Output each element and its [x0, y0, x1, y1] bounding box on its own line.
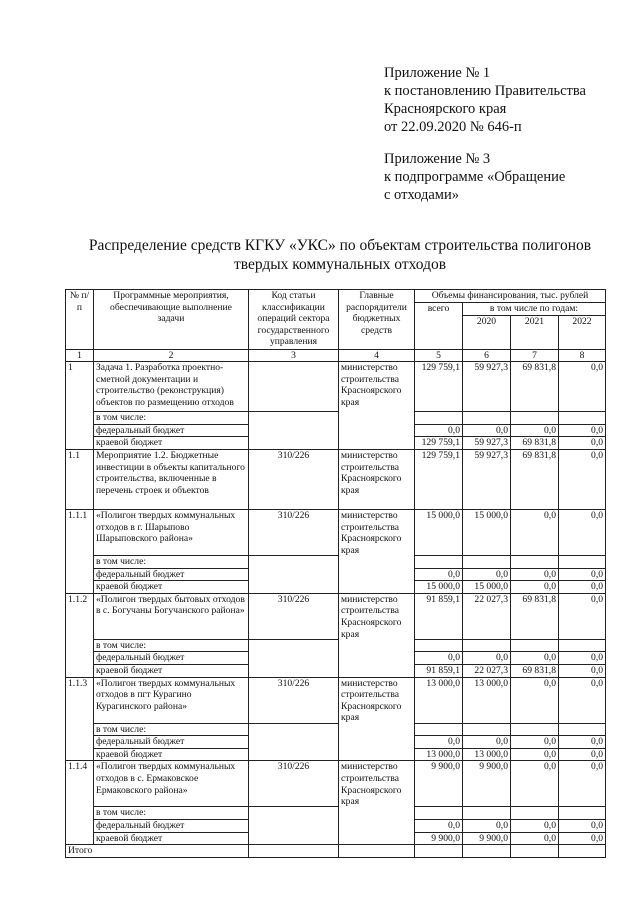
row-value: 0,0 — [463, 652, 511, 665]
row-code: 310/226 — [249, 449, 339, 509]
row-value: 0,0 — [511, 509, 559, 555]
row-value: 0,0 — [559, 449, 606, 509]
header-row — [66, 290, 606, 303]
header-program: Программные мероприятия, обеспечивающие выполнение задачи — [94, 290, 249, 350]
row-value: 15 000,0 — [415, 509, 463, 555]
row-value: 9 900,0 — [415, 832, 463, 845]
empty-cell — [463, 807, 511, 820]
empty-cell — [415, 723, 463, 736]
empty-cell — [463, 412, 511, 425]
row-value: 0,0 — [415, 568, 463, 581]
header-managers: Главные распорядители бюджетных средств — [339, 290, 415, 350]
row-value: 0,0 — [415, 736, 463, 749]
row-value: 0,0 — [559, 736, 606, 749]
sub-row-label: краевой бюджет — [94, 832, 249, 845]
row-value: 59 927,3 — [463, 437, 511, 450]
empty-cell — [463, 845, 511, 858]
empty-cell — [249, 845, 339, 858]
row-value: 0,0 — [463, 424, 511, 437]
row-value: 22 027,3 — [463, 593, 511, 639]
table-row — [66, 593, 606, 639]
appendix-1-line: Приложение № 1 — [384, 65, 491, 81]
table-row — [66, 449, 606, 509]
sub-row-label: в том числе: — [94, 412, 249, 425]
row-value: 13 000,0 — [415, 677, 463, 723]
row-value: 15 000,0 — [463, 581, 511, 594]
row-value: 0,0 — [511, 761, 559, 807]
sub-row — [66, 639, 606, 652]
row-name: «Полигон твердых коммунальных отходов в с. Ермаковское Ермаковского района» — [94, 761, 249, 807]
header-by-years: в том числе по годам: — [463, 303, 606, 316]
row-manager: министерство строительства Красноярского края — [339, 509, 415, 593]
empty-cell — [249, 555, 339, 593]
row-code: 310/226 — [249, 761, 339, 807]
row-value: 0,0 — [559, 437, 606, 450]
empty-cell — [463, 639, 511, 652]
table-row — [66, 509, 606, 555]
appendix-3-header — [384, 150, 624, 204]
row-value: 13 000,0 — [463, 748, 511, 761]
empty-cell — [415, 845, 463, 858]
row-value: 15 000,0 — [463, 509, 511, 555]
row-number: 1.1.1 — [66, 509, 94, 593]
row-value: 15 000,0 — [415, 581, 463, 594]
empty-cell — [249, 723, 339, 761]
column-index: 3 — [249, 349, 339, 362]
row-value: 0,0 — [559, 509, 606, 555]
appendix-1-line: к постановлению Правительства — [384, 83, 586, 99]
row-value: 0,0 — [559, 362, 606, 412]
row-code: 310/226 — [249, 509, 339, 555]
sub-row — [66, 412, 606, 425]
empty-cell — [415, 412, 463, 425]
row-value: 91 859,1 — [415, 664, 463, 677]
row-value: 0,0 — [415, 819, 463, 832]
financing-table — [65, 289, 606, 858]
empty-cell — [511, 723, 559, 736]
empty-cell — [249, 412, 339, 450]
row-value: 0,0 — [559, 581, 606, 594]
header-code: Код статьи классификации операций сектора государственного управления — [249, 290, 339, 350]
sub-row-label: федеральный бюджет — [94, 736, 249, 749]
sub-row — [66, 555, 606, 568]
row-value: 129 759,1 — [415, 437, 463, 450]
header-total: всего — [415, 303, 463, 350]
appendix-1-line: от 22.09.2020 № 646-п — [384, 119, 522, 135]
sub-row-label: краевой бюджет — [94, 581, 249, 594]
column-index: 4 — [339, 349, 415, 362]
empty-cell — [415, 555, 463, 568]
row-value: 0,0 — [559, 568, 606, 581]
row-number: 1.1.3 — [66, 677, 94, 761]
column-index: 1 — [66, 349, 94, 362]
sub-row-label: в том числе: — [94, 555, 249, 568]
row-value: 0,0 — [559, 593, 606, 639]
column-index: 7 — [511, 349, 559, 362]
row-value: 0,0 — [511, 736, 559, 749]
row-value: 0,0 — [415, 652, 463, 665]
row-value: 0,0 — [559, 424, 606, 437]
row-value: 0,0 — [511, 677, 559, 723]
header-year: 2022 — [559, 315, 606, 349]
document-title — [70, 236, 610, 274]
table-body — [66, 290, 606, 858]
empty-cell — [415, 807, 463, 820]
row-code: 310/226 — [249, 593, 339, 639]
row-value: 0,0 — [511, 819, 559, 832]
row-value: 0,0 — [559, 761, 606, 807]
sub-row-label: в том числе: — [94, 639, 249, 652]
table-row — [66, 761, 606, 807]
row-value: 0,0 — [559, 652, 606, 665]
row-value: 0,0 — [511, 748, 559, 761]
header-volumes: Объемы финансирования, тыс. рублей — [415, 290, 606, 303]
appendix-3-line: к подпрограмме «Обращение — [384, 169, 566, 185]
empty-cell — [559, 639, 606, 652]
appendix-1-header — [384, 64, 624, 136]
row-value: 0,0 — [559, 819, 606, 832]
row-number: 1 — [66, 362, 94, 450]
row-name: «Полигон твердых бытовых отходов в с. Богучаны Богучанского района» — [94, 593, 249, 639]
row-value: 0,0 — [463, 568, 511, 581]
row-manager: министерство строительства Красноярского края — [339, 761, 415, 845]
row-value: 0,0 — [463, 819, 511, 832]
empty-cell — [463, 723, 511, 736]
empty-cell — [511, 412, 559, 425]
row-value: 9 900,0 — [463, 832, 511, 845]
sub-row-label: федеральный бюджет — [94, 819, 249, 832]
empty-cell — [463, 555, 511, 568]
row-name: Мероприятие 1.2. Бюджетные инвестиции в объекты капитального строительства, включенные в перечень строек и объектов — [94, 449, 249, 509]
row-value: 91 859,1 — [415, 593, 463, 639]
row-value: 0,0 — [559, 677, 606, 723]
row-value: 13 000,0 — [463, 677, 511, 723]
header-year: 2021 — [511, 315, 559, 349]
empty-cell — [249, 639, 339, 677]
row-value: 0,0 — [415, 424, 463, 437]
title-line: твердых коммунальных отходов — [233, 256, 447, 273]
sub-row-label: в том числе: — [94, 807, 249, 820]
empty-cell — [511, 845, 559, 858]
row-value: 0,0 — [511, 424, 559, 437]
column-index: 5 — [415, 349, 463, 362]
row-value: 0,0 — [511, 652, 559, 665]
row-value: 9 900,0 — [463, 761, 511, 807]
row-value: 0,0 — [511, 581, 559, 594]
sub-row-label: краевой бюджет — [94, 664, 249, 677]
row-manager: министерство строительства Красноярского края — [339, 362, 415, 450]
row-value: 129 759,1 — [415, 362, 463, 412]
empty-cell — [339, 845, 415, 858]
empty-cell — [559, 807, 606, 820]
appendix-3-line: с отходами» — [384, 187, 459, 203]
row-number: 1.1.4 — [66, 761, 94, 845]
total-label: Итого — [66, 845, 249, 858]
column-index: 2 — [94, 349, 249, 362]
row-code: 310/226 — [249, 677, 339, 723]
title-line: Распределение средств КГКУ «УКС» по объектам строительства полигонов — [88, 237, 592, 254]
row-name: Задача 1. Разработка проектно-сметной документации и строительство (реконструкция) объектов по размещению отходов — [94, 362, 249, 412]
row-value: 59 927,3 — [463, 449, 511, 509]
sub-row — [66, 723, 606, 736]
row-value: 0,0 — [511, 832, 559, 845]
empty-cell — [559, 555, 606, 568]
row-value: 9 900,0 — [415, 761, 463, 807]
row-manager: министерство строительства Красноярского края — [339, 593, 415, 677]
column-index-row — [66, 349, 606, 362]
header-year: 2020 — [463, 315, 511, 349]
row-value: 69 831,8 — [511, 362, 559, 412]
sub-row-label: краевой бюджет — [94, 437, 249, 450]
appendix-3-line: Приложение № 3 — [384, 151, 491, 167]
row-value: 69 831,8 — [511, 664, 559, 677]
row-value: 0,0 — [511, 568, 559, 581]
empty-cell — [511, 555, 559, 568]
table-row — [66, 677, 606, 723]
row-code — [249, 362, 339, 412]
row-number: 1.1 — [66, 449, 94, 509]
row-value: 22 027,3 — [463, 664, 511, 677]
row-name: «Полигон твердых коммунальных отходов в пгт Курагино Курагинского района» — [94, 677, 249, 723]
row-value: 129 759,1 — [415, 449, 463, 509]
row-manager: министерство строительства Красноярского края — [339, 677, 415, 761]
row-value: 69 831,8 — [511, 593, 559, 639]
row-value: 69 831,8 — [511, 449, 559, 509]
empty-cell — [415, 639, 463, 652]
row-value: 0,0 — [463, 736, 511, 749]
header-num: № п/п — [66, 290, 94, 350]
empty-cell — [511, 639, 559, 652]
sub-row — [66, 807, 606, 820]
row-value: 69 831,8 — [511, 437, 559, 450]
empty-cell — [559, 723, 606, 736]
table-row — [66, 362, 606, 412]
empty-cell — [559, 412, 606, 425]
sub-row-label: в том числе: — [94, 723, 249, 736]
row-value: 13 000,0 — [415, 748, 463, 761]
empty-cell — [559, 845, 606, 858]
row-name: «Полигон твердых коммунальных отходов в г. Шарыпово Шарыповского района» — [94, 509, 249, 555]
column-index: 8 — [559, 349, 606, 362]
sub-row-label: федеральный бюджет — [94, 424, 249, 437]
total-row — [66, 845, 606, 858]
empty-cell — [511, 807, 559, 820]
sub-row-label: федеральный бюджет — [94, 652, 249, 665]
empty-cell — [249, 807, 339, 845]
sub-row-label: федеральный бюджет — [94, 568, 249, 581]
row-value: 0,0 — [559, 748, 606, 761]
row-manager: министерство строительства Красноярского края — [339, 449, 415, 509]
column-index: 6 — [463, 349, 511, 362]
sub-row-label: краевой бюджет — [94, 748, 249, 761]
row-value: 0,0 — [559, 664, 606, 677]
appendix-1-line: Красноярского края — [384, 101, 507, 117]
row-value: 0,0 — [559, 832, 606, 845]
row-number: 1.1.2 — [66, 593, 94, 677]
row-value: 59 927,3 — [463, 362, 511, 412]
